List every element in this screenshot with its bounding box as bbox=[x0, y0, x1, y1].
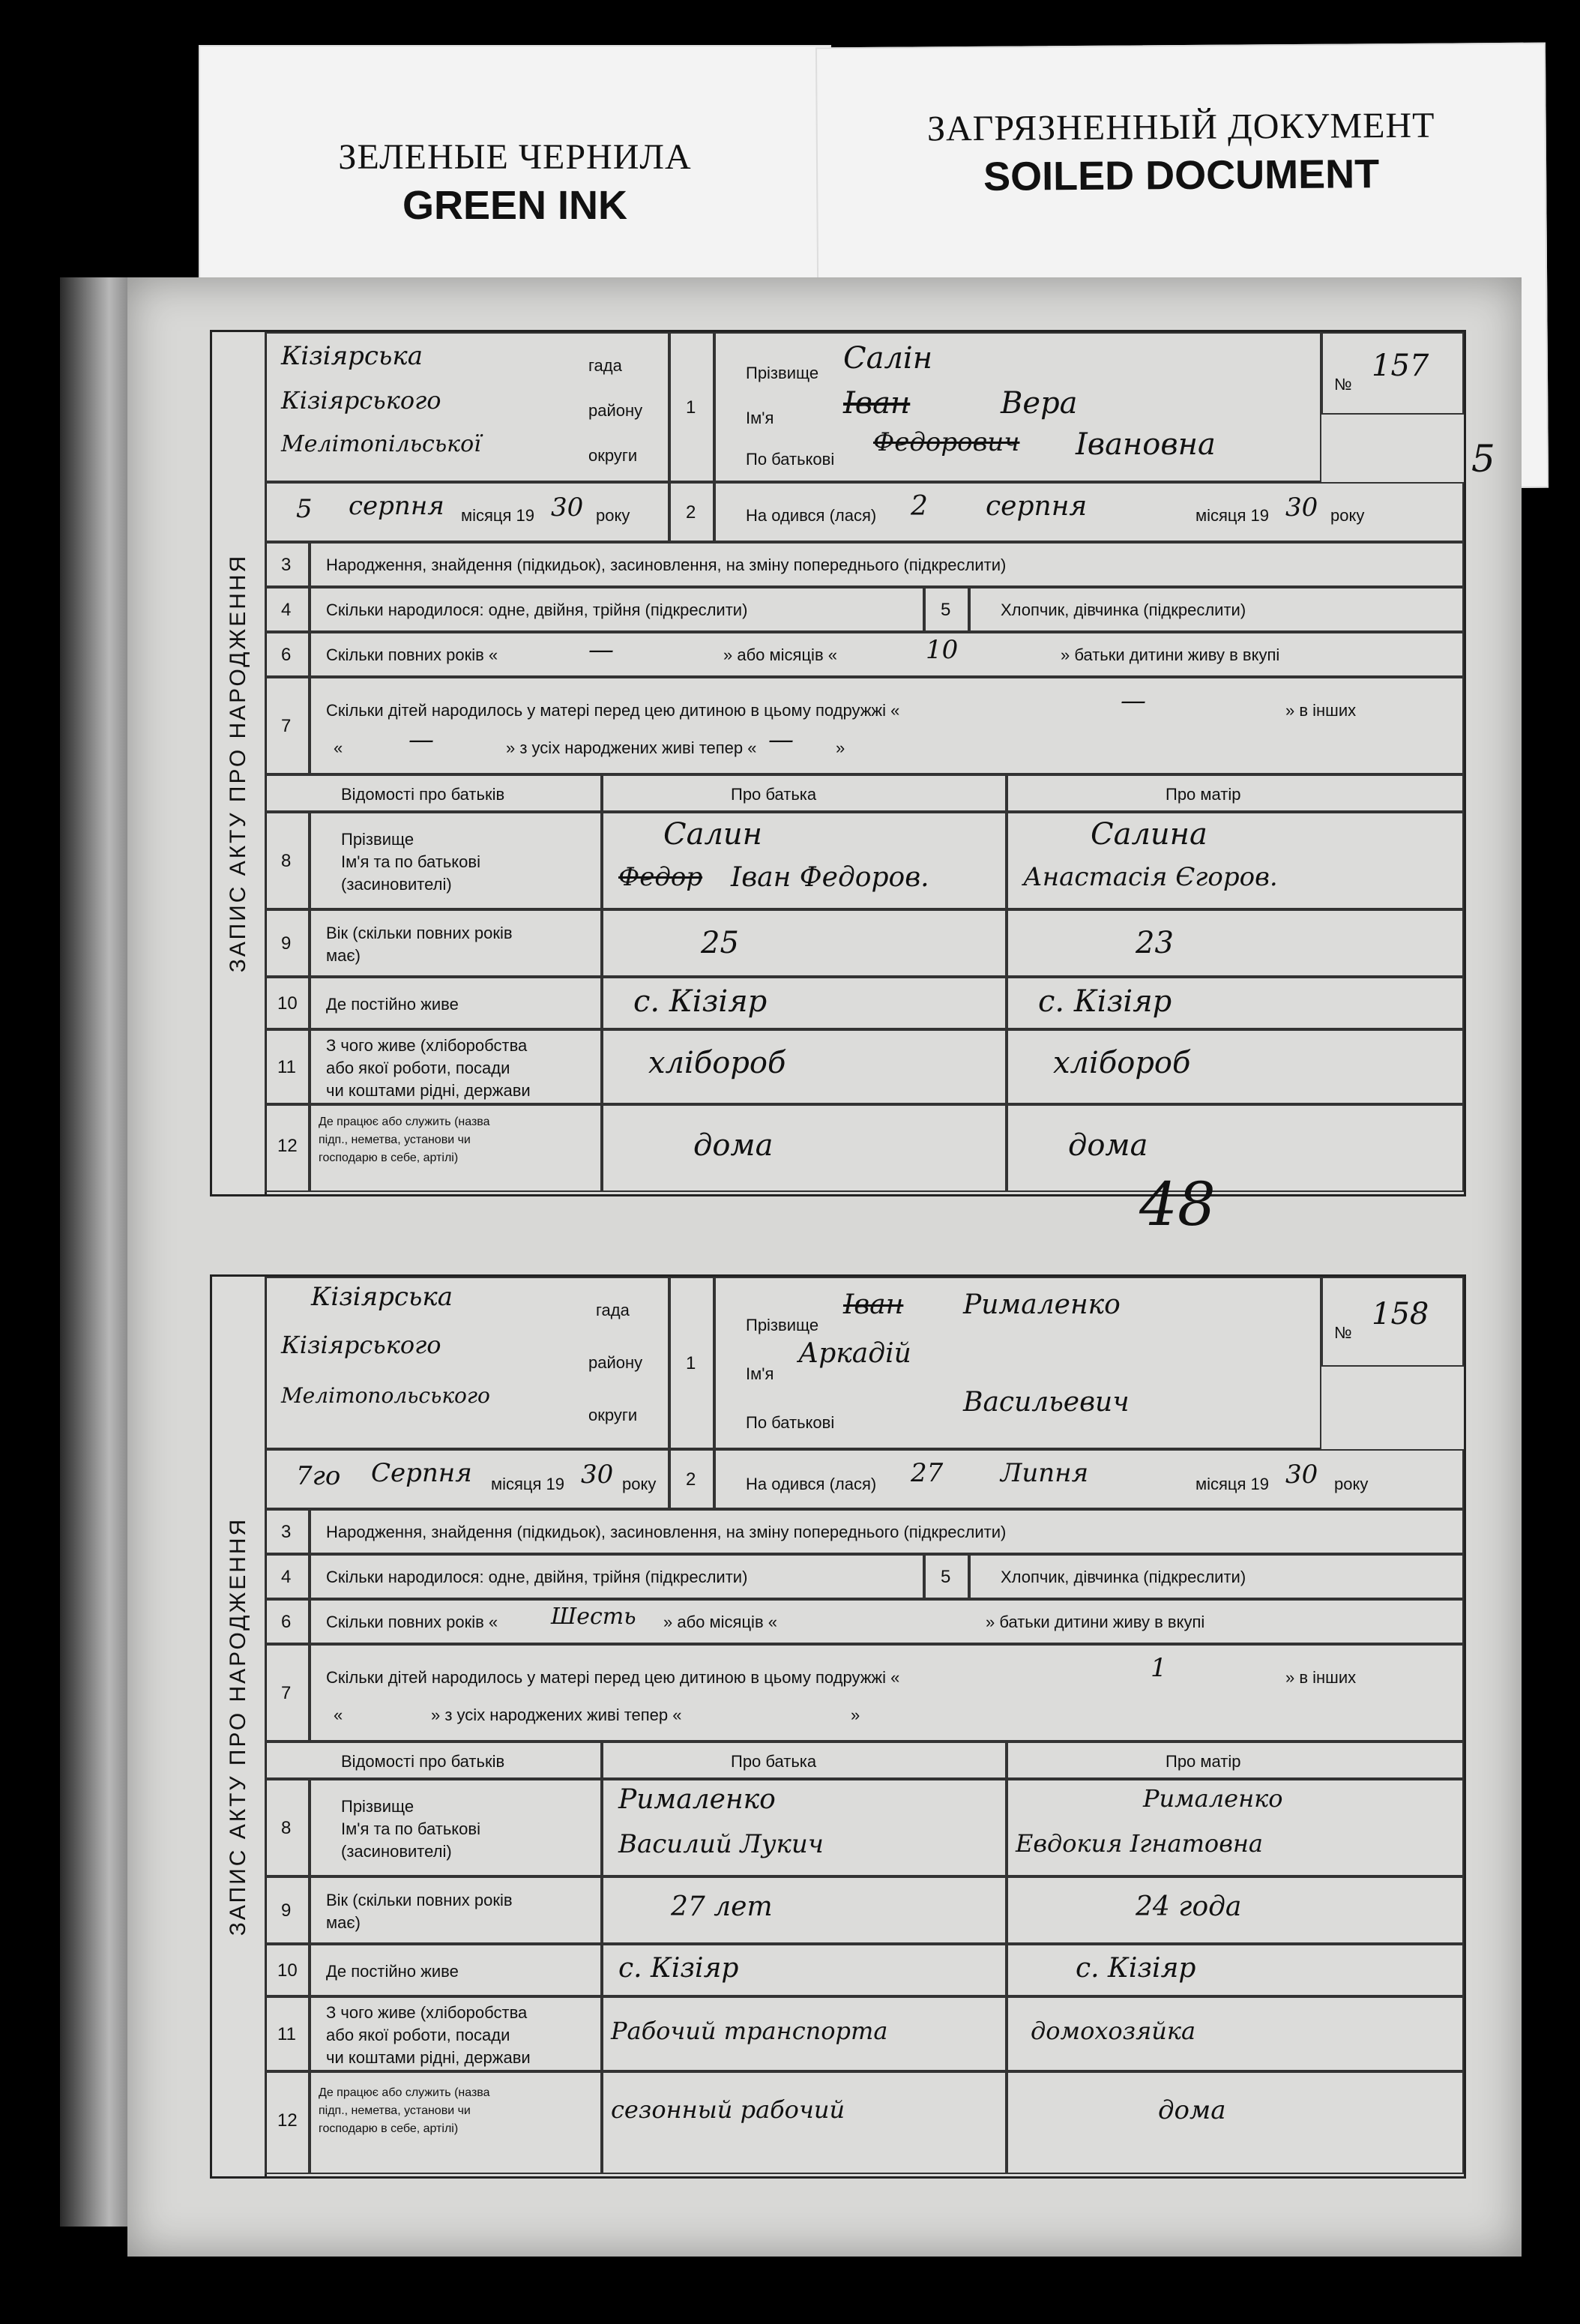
born-date-block-2: На одився (лася) 27 Липня місяця 19 30 року bbox=[714, 1449, 1464, 1509]
father-age-cell: 25 bbox=[602, 909, 1007, 977]
label-surname: Прізвище bbox=[746, 364, 819, 382]
father-name-cell bbox=[602, 812, 1007, 909]
green-ink-label-en: GREEN INK bbox=[402, 183, 628, 228]
side-title: ЗАПИС АКТУ ПРО НАРОДЖЕННЯ bbox=[212, 332, 267, 1194]
label-no: № bbox=[1334, 375, 1352, 394]
green-ink-label-ru: ЗЕЛЕНЫЕ ЧЕРНИЛА bbox=[338, 137, 692, 177]
label-roku: року bbox=[596, 506, 630, 525]
soiled-label-en: SOILED DOCUMENT bbox=[983, 151, 1380, 199]
row6: Скільки повних років « — » або місяців « 10 » батьки дитини живу в вкупі bbox=[310, 632, 1464, 677]
place-block bbox=[265, 332, 669, 482]
father-occupation-cell: хлібороб bbox=[602, 1029, 1007, 1104]
father-work-cell: дома bbox=[602, 1104, 1007, 1192]
birth-record-157: ЗАПИС АКТУ ПРО НАРОДЖЕННЯ Кізіярська гада Кізіярського району Мелітопільської округи 5 серпня місяця 19 30 року 1 2 Прізвище Салін Ім'я Іван Вера По батькові Федорович Івановна № 157 5 На одився (лася) 2 серпня місяця 19 30 року 3 Народження, знайдення (підкидьок), засиновлення, на зміну попереднього (підкреслити) 4 Скільки народилося: одне, двійня, трійня (підкреслити) 5 Хлопчик, дівчинка (підкреслити) 6 Скільки повних років « — » або місяців « 10 » батьки дитини живу в вкупі 7 Скільки дітей народилось у матері перед цею дитиною в цьому подружжі « — » в інших « — » з усіх народжених живі тепер « — » Відомості про батьків Про батька Про матір 8 Прізвище Ім'я та по батькові (засиновителі) Салин Федор Іван Федоров. Салина Анастасія Єгоров. 9 Вік (скільки повних років має) 25 23 10 Де постійно живе с. Кізіяр с. Кізіяр 11 З чого живе (хліборобства або якої роботи, посади чи коштами рідні, держави хлібороб хлібороб 12 Де працює або служить (назва підп., неметва, установи чи господарю в себе, артілі) дома дома bbox=[210, 330, 1466, 1196]
row1-num: 1 bbox=[669, 332, 714, 482]
name-block-2: Прізвище Іван Рималенко Ім'я Аркадій По батькові Васильевич bbox=[714, 1277, 1321, 1449]
hw-name: Вера bbox=[1001, 386, 1078, 421]
row2-num: 2 bbox=[669, 482, 714, 542]
mother-residence-cell: с. Кізіяр bbox=[1007, 977, 1464, 1029]
born-date-block bbox=[714, 482, 1464, 542]
label-r11: З чого живе (хліборобства або якої роботи, посади чи коштами рідні, держави bbox=[310, 1029, 602, 1104]
label-r12: Де працює або служить (назва підп., неметва, установи чи господарю в себе, артілі) bbox=[310, 1104, 602, 1192]
mother-age-cell: 23 bbox=[1007, 909, 1464, 977]
hw-mother-surname: Салина bbox=[1091, 817, 1207, 852]
record-number-box-2: № 158 bbox=[1321, 1277, 1464, 1367]
corner-mark: 5 bbox=[1471, 437, 1495, 481]
hw-mother-name: Анастасія Єгоров. bbox=[1023, 862, 1278, 892]
label-r10: Де постійно живе bbox=[310, 977, 602, 1029]
record-number-box bbox=[1321, 332, 1464, 415]
row5: Хлопчик, дівчинка (підкреслити) bbox=[969, 587, 1464, 632]
hw-children-other: — bbox=[408, 725, 434, 755]
label-month-year: місяця 19 bbox=[461, 506, 535, 525]
label-roku2: року bbox=[1330, 506, 1365, 525]
label-r8: Прізвище Ім'я та по батькові (засиновителі) bbox=[310, 812, 602, 909]
name-block bbox=[714, 332, 1321, 482]
hw-father-name-struck: Федор bbox=[618, 862, 703, 892]
hw-children-before: — bbox=[1121, 686, 1146, 716]
hw-year: 30 bbox=[551, 493, 584, 523]
margin-page-number: 48 bbox=[1139, 1169, 1216, 1239]
mother-work-cell: дома bbox=[1007, 1104, 1464, 1192]
hw-born-day: 2 bbox=[911, 491, 928, 522]
mother-occupation-cell: хлібороб bbox=[1007, 1029, 1464, 1104]
label-r9: Вік (скільки повних років має) bbox=[310, 909, 602, 977]
hw-born-month: серпня bbox=[986, 491, 1088, 522]
mother-name-cell bbox=[1007, 812, 1464, 909]
place-block-2: Кізіярська гада Кізіярського району Мелітопольського округи bbox=[265, 1277, 669, 1449]
hw-month: серпня bbox=[349, 491, 444, 521]
hw-day: 5 bbox=[296, 494, 313, 524]
date-block-2: 7го Серпня місяця 19 30 року bbox=[265, 1449, 669, 1509]
mother-name-cell-2: Рималенко Евдокия Ігнатовна bbox=[1007, 1779, 1464, 1876]
hw-patronymic: Івановна bbox=[1076, 427, 1216, 462]
hw-father-surname: Салин bbox=[663, 817, 763, 852]
hw-name-struck: Іван bbox=[843, 386, 911, 421]
row4: Скільки народилося: одне, двійня, трійня (підкреслити) bbox=[310, 587, 924, 632]
soiled-label-ru: ЗАГРЯЗНЕННЫЙ ДОКУМЕНТ bbox=[926, 105, 1435, 149]
hw-years-together: — bbox=[588, 635, 614, 665]
father-name-cell-2: Рималенко Василий Лукич bbox=[602, 1779, 1007, 1876]
hw-patronymic-struck: Федорович bbox=[873, 427, 1020, 457]
label-name: Ім'я bbox=[746, 409, 774, 427]
label-rayonu: району bbox=[588, 401, 643, 420]
row7: Скільки дітей народилось у матері перед цею дитиною в цьому подружжі « — » в інших « — » з усіх народжених живі тепер « — » bbox=[310, 677, 1464, 774]
hw-surname: Салін bbox=[843, 341, 933, 376]
label-okrugy: округи bbox=[588, 446, 638, 465]
father-header: Про батька bbox=[602, 774, 1007, 812]
label-patronymic: По батькові bbox=[746, 450, 835, 469]
register-page bbox=[127, 277, 1522, 2257]
hw-gada: Кізіярська bbox=[281, 341, 423, 371]
green-ink-label-card bbox=[199, 45, 831, 280]
side-title-2: ЗАПИС АКТУ ПРО НАРОДЖЕННЯ bbox=[212, 1277, 267, 2176]
hw-rayonu: Кізіярського bbox=[281, 386, 441, 415]
hw-months-together: 10 bbox=[926, 635, 959, 665]
label-born: На одився (лася) bbox=[746, 506, 877, 525]
hw-alive: — bbox=[768, 725, 794, 755]
label-month-year2: місяця 19 bbox=[1195, 506, 1270, 525]
hw-okrugy: Мелітопільської bbox=[281, 431, 481, 457]
row3: Народження, знайдення (підкидьок), засиновлення, на зміну попереднього (підкреслити) bbox=[310, 542, 1464, 587]
date-block bbox=[265, 482, 669, 542]
father-residence-cell: с. Кізіяр bbox=[602, 977, 1007, 1029]
label-gada: гада bbox=[588, 356, 622, 375]
birth-record-158: ЗАПИС АКТУ ПРО НАРОДЖЕННЯ Кізіярська гада Кізіярського району Мелітопольського округи 7го Серпня місяця 19 30 року 1 2 Прізвище Іван Рималенко Ім'я Аркадій По батькові Васильевич № 158 На одився (лася) 27 Липня місяця 19 30 року 3 Народження, знайдення (підкидьок), засиновлення, на зміну попереднього (підкреслити) 4 Скільки народилося: одне, двійня, трійня (підкреслити) 5 Хлопчик, дівчинка (підкреслити) 6 Скільки повних років « Шесть » або місяців « » батьки дитини живу в вкупі 7 Скільки дітей народилось у матері перед цею дитиною в цьому подружжі « 1 » в інших « » з усіх народжених живі тепер « » Відомості про батьків Про батька Про матір 8 Прізвище Ім'я та по батькові (засиновителі) Рималенко Василий Лукич Рималенко Евдокия Ігнатовна 9 Вік (скільки повних років має) 27 лет 24 года 10 Де постійно живе с. Кізіяр с. Кізіяр 11 З чого живе (хліборобства або якої роботи, посади чи коштами рідні, держави Рабочий транспорта домохозяйка 12 Де працює або служить (назва підп., неметва, установи чи господарю в себе, артілі) сезонный рабочий дома bbox=[210, 1274, 1466, 2179]
hw-number: 157 bbox=[1372, 349, 1429, 383]
mother-header: Про матір bbox=[1007, 774, 1464, 812]
parents-header: Відомості про батьків bbox=[265, 774, 602, 812]
hw-father-name: Іван Федоров. bbox=[731, 862, 929, 893]
hw-born-year: 30 bbox=[1285, 493, 1318, 523]
